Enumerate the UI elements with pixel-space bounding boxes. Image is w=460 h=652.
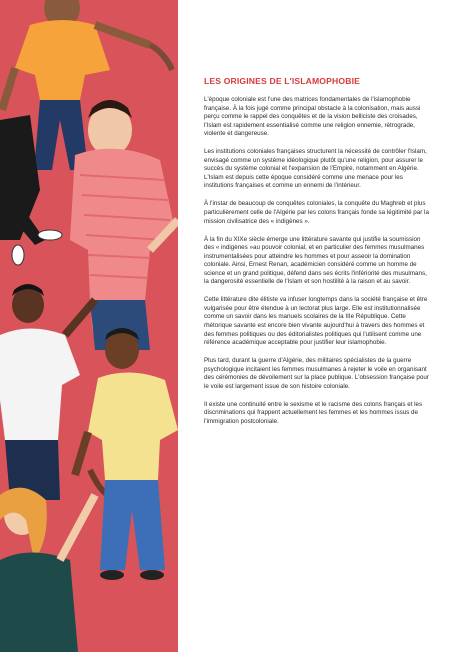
article-column bbox=[204, 76, 432, 436]
illustration-panel bbox=[0, 0, 178, 652]
paragraph: Cette littérature dite élitiste va infuser longtemps dans la société française et être vulgarisée pour être étendue à un lectorat plus large. Elle est institutionnalisée comme un savoir dans les manuels scolaires de la IIIe République. Cette rhétorique savante est encore bien vivante aujourd'hui à travers des hommes et des femmes politiques ou des éditorialistes politiques qui l'utilisent comme une référence académique acceptable pour justifier leur islamophobie. bbox=[204, 296, 428, 347]
paragraph: Les institutions coloniales françaises structurent la nécessité de contrôler l'Islam, envisagé comme un système idéologique plutôt qu'une religion, pour assurer le succès du système colonial et l'expansion de l'Empire, notamment en Algérie. L'Islam est depuis cette époque considéré comme une menace pour les institutions françaises et comme un ennemi de l'intérieur. bbox=[204, 148, 427, 190]
people-holding-hands-illustration bbox=[0, 0, 178, 652]
paragraph: Plus tard, durant la guerre d'Algérie, des militaires spécialistes de la guerre psychologique incitaient les femmes musulmanes à rejeter le voile en organisant des cérémonies de dévoilement sur la place publique. L'obsession française pour le voile est largement issue de son histoire coloniale. bbox=[204, 357, 429, 390]
paragraph: À la fin du XIXe siècle émerge une littérature savante qui justifie la soumission des « indigènes »au pouvoir colonial, et en particulier des femmes musulmanes instrumentalisées pour atteindre les hommes et pour asseoir la domination coloniale. Ainsi, Ernest Renan, académicien considéré comme un homme de science et un grand politique, défend dans ses écrits l'infériorité des musulmans, la dangerosité essentielle de l'Islam et son hostilité à la raison et au savoir. bbox=[204, 235, 427, 286]
paragraph: L'époque coloniale est l'une des matrices fondamentales de l'islamophobie française. À la fois jugé comme principal obstacle à la colonisation, mais aussi perçu comme le rappel des conquêtes et de la vision belliciste des croisades, l'Islam est rapidement essentialisé comme une religion ennemie, rétrograde, violente et dangereuse. bbox=[204, 96, 421, 138]
paragraph: À l'instar de beaucoup de conquêtes coloniales, la conquête du Maghreb et plus particulièrement celle de l'Algérie par les colons français fonde sa légitimité par la mission civilisatrice des « indigènes ». bbox=[204, 200, 429, 225]
paragraph: Il existe une continuité entre le sexisme et le racisme des colons français et les discriminations qui frappent actuellement les femmes et les hommes issus de l'immigration postcoloniale. bbox=[204, 400, 423, 425]
section-title: LES ORIGINES DE L'ISLAMOPHOBIE bbox=[204, 76, 360, 86]
